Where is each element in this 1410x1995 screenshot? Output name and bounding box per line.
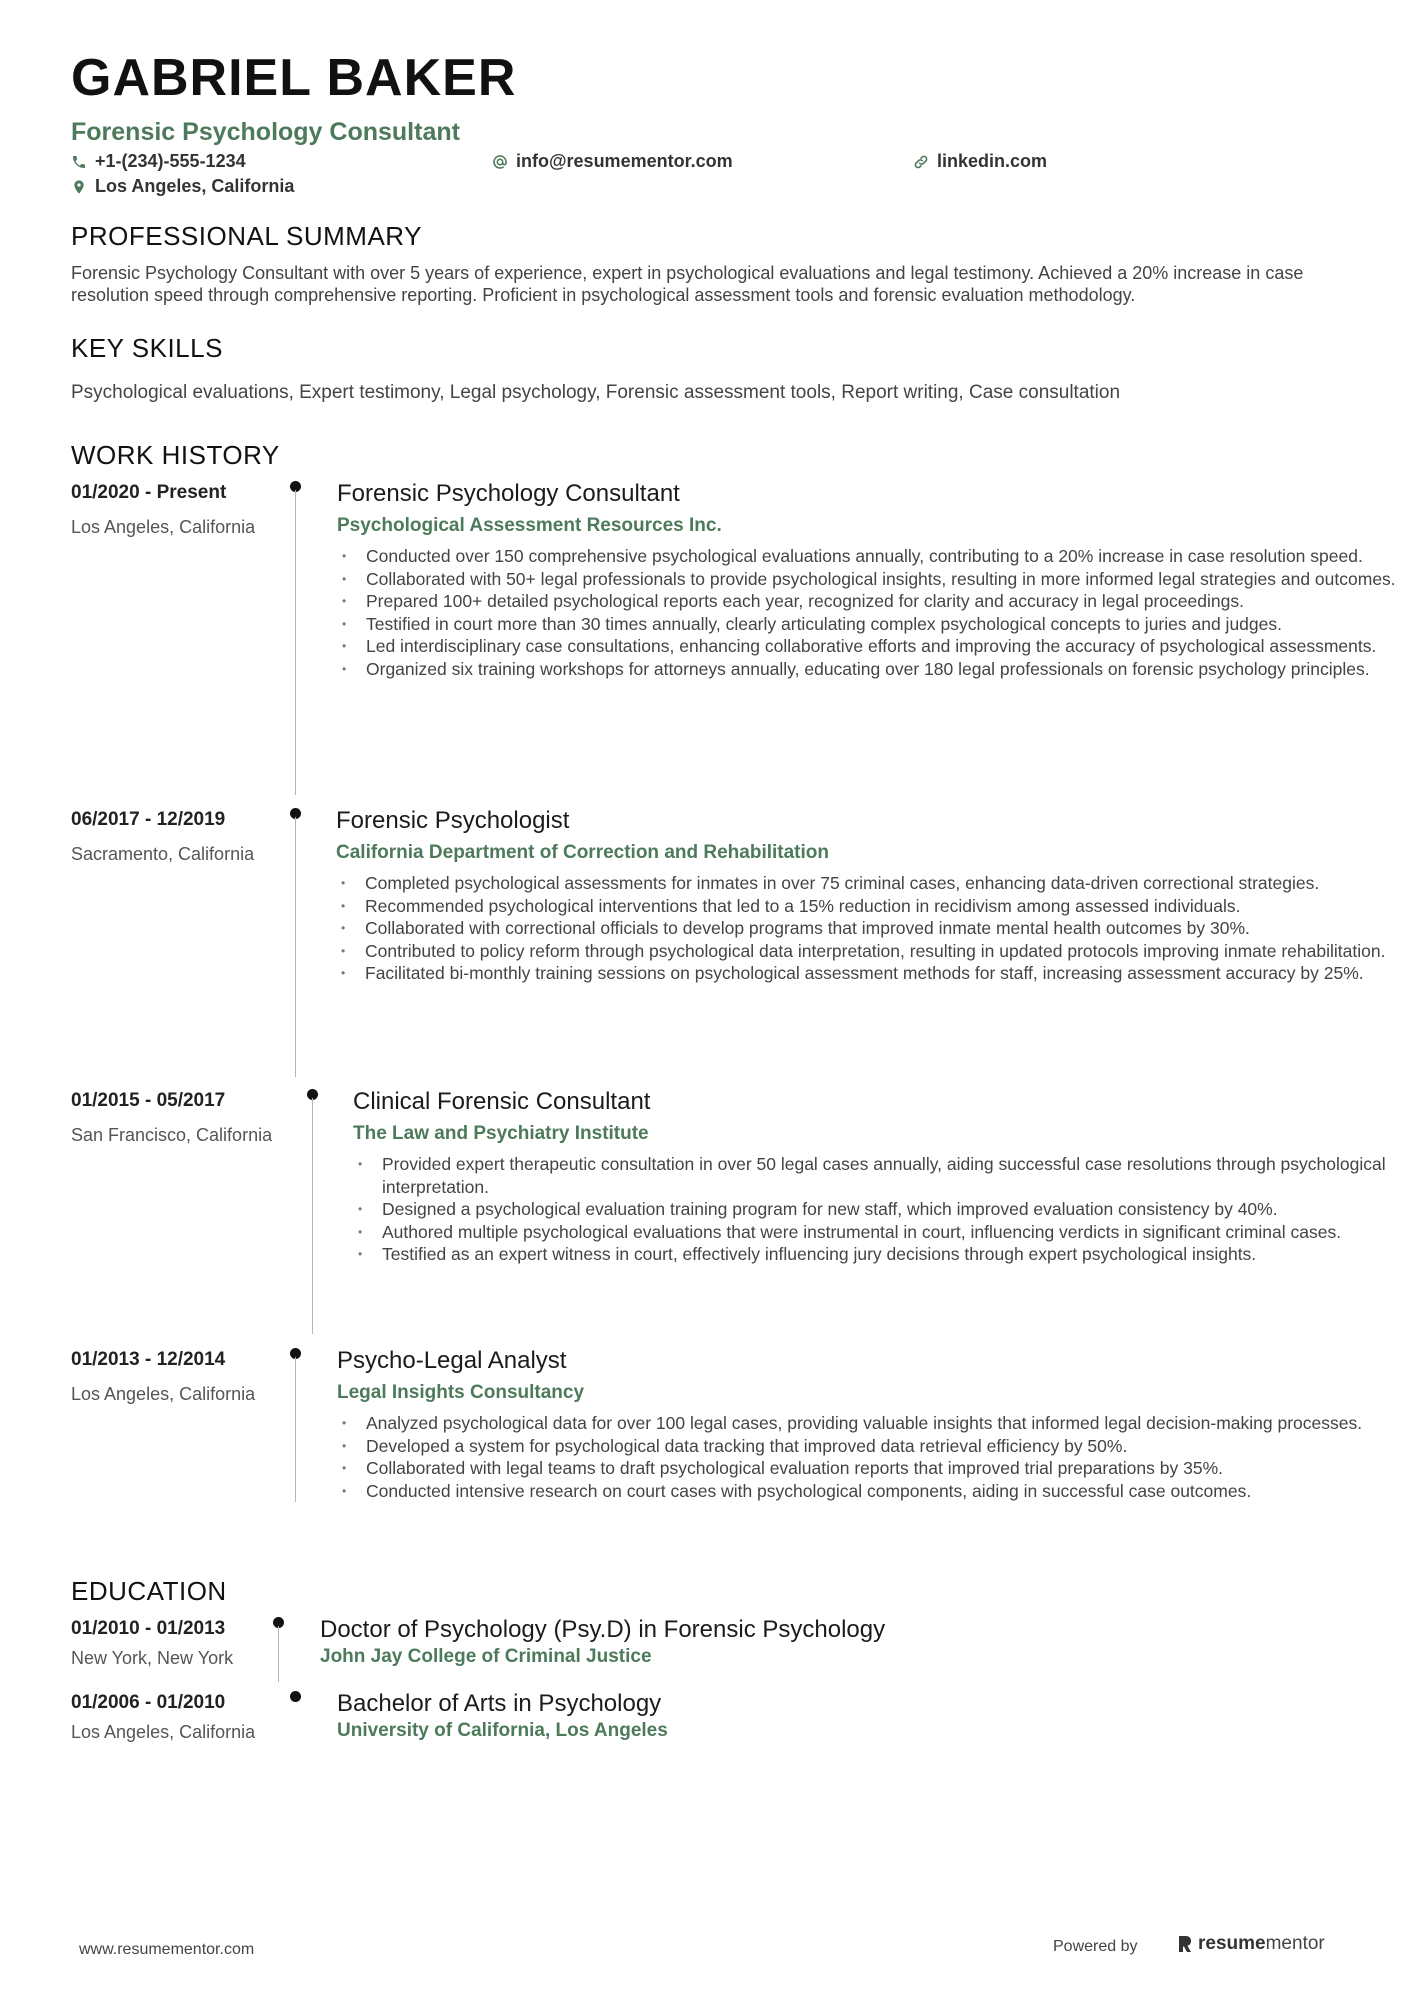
job-title: Forensic Psychology Consultant [337,480,680,507]
job-dates: 01/2013 - 12/2014 [71,1349,226,1370]
footer-brand[interactable] [1177,1933,1325,1955]
bullet-item: • Prepared 100+ detailed psychological reports each year, recognized for clarity and accuracy in legal proceedings. [337,590,1410,613]
footer-powered-by: Powered by [1053,1938,1138,1955]
bullet-item: • Analyzed psychological data for over 100 legal cases, providing valuable insights that informed legal decision-making processes. [337,1412,1410,1435]
bullet-item: • Collaborated with correctional officials to develop programs that improved inmate mental health outcomes by 30%. [336,917,1410,940]
bullet-item: • Led interdisciplinary case consultations, enhancing collaborative efforts and improving the accuracy of psychological assessments. [337,635,1410,658]
education-location: Los Angeles, California [71,1722,256,1742]
candidate-role: Forensic Psychology Consultant [71,118,460,146]
company-name: The Law and Psychiatry Institute [353,1123,649,1144]
degree-title: Doctor of Psychology (Psy.D) in Forensic Psychology [320,1616,886,1643]
bullet-item: • Conducted intensive research on court cases with psychological components, aiding in successful case outcomes. [337,1480,1410,1503]
skills-heading: KEY SKILLS [71,333,223,363]
job-location: Sacramento, California [71,844,255,864]
location-text: Los Angeles, California [95,176,295,196]
contact-email[interactable] [492,151,733,172]
job-title: Clinical Forensic Consultant [353,1088,651,1115]
location-pin-icon [71,179,87,195]
summary-text: Forensic Psychology Consultant with over 5 years of experience, expert in psychological evaluations and legal testimony. Achieved a 20% increase in case resolution speed through comprehensive reporting. Proficient in psychological assessment tools and forensic evaluation methodology. [71,263,1304,305]
school-name: John Jay College of Criminal Justice [320,1646,652,1667]
email-text: info@resumementor.com [516,151,733,171]
bullet-item: • Testified in court more than 30 times annually, clearly articulating complex psychological concepts to juries and judges. [337,613,1410,636]
contact-phone [71,151,246,172]
summary-heading: PROFESSIONAL SUMMARY [71,221,422,251]
timeline-dot [290,1691,301,1702]
bullet-item: • Designed a psychological evaluation training program for new staff, which improved evaluation consistency by 40%. [353,1198,1410,1221]
job-dates: 01/2015 - 05/2017 [71,1090,226,1111]
link-icon [913,154,929,170]
bullet-item: • Conducted over 150 comprehensive psychological evaluations annually, contributing to a 20% increase in case resolution speed. [337,545,1410,568]
bullet-item: • Authored multiple psychological evaluations that were instrumental in court, influencing verdicts in significant criminal cases. [353,1221,1410,1244]
phone-text: +1-(234)-555-1234 [95,151,246,171]
bullet-item: • Collaborated with legal teams to draft psychological evaluation reports that improved trial preparations by 35%. [337,1457,1410,1480]
job-title: Psycho-Legal Analyst [337,1347,567,1374]
job-location: Los Angeles, California [71,1384,256,1404]
resumementor-logo-icon [1177,1934,1193,1954]
company-name: California Department of Correction and Rehabilitation [336,842,829,863]
degree-title: Bachelor of Arts in Psychology [337,1690,662,1717]
brand-bold: resume [1198,1933,1266,1954]
company-name: Psychological Assessment Resources Inc. [337,515,722,536]
bullet-item: • Contributed to policy reform through psychological data interpretation, resulting in updated protocols improving inmate rehabilitation. [336,940,1410,963]
bullet-item: • Testified as an expert witness in court, effectively influencing jury decisions through expert psychological insights. [353,1243,1410,1266]
timeline-line [278,1626,279,1682]
job-location: Los Angeles, California [71,517,256,537]
company-name: Legal Insights Consultancy [337,1382,585,1403]
skills-text: Psychological evaluations, Expert testimony, Legal psychology, Forensic assessment tools, Report writing, Case consultation [71,382,1121,403]
school-name: University of California, Los Angeles [337,1720,668,1741]
bullet-item: • Organized six training workshops for attorneys annually, educating over 180 legal professionals on forensic psychology principles. [337,658,1410,681]
education-heading: EDUCATION [71,1576,227,1606]
job-bullets [336,872,1410,985]
at-icon [492,154,508,170]
job-dates: 01/2020 - Present [71,482,227,503]
job-location: San Francisco, California [71,1125,273,1145]
bullet-item: • Provided expert therapeutic consultation in over 50 legal cases annually, aiding successful case resolutions through psychological interpretation. [353,1153,1410,1198]
education-location: New York, New York [71,1648,234,1668]
job-bullets [337,545,1410,680]
contact-location [71,176,294,197]
education-dates: 01/2006 - 01/2010 [71,1692,226,1713]
timeline-line [295,1357,296,1502]
job-bullets [353,1153,1410,1266]
linkedin-text: linkedin.com [937,151,1048,171]
bullet-item: • Developed a system for psychological data tracking that improved data retrieval efficiency by 50%. [337,1435,1410,1458]
bullet-item: • Facilitated bi-monthly training sessions on psychological assessment methods for staff, increasing assessment accuracy by 25%. [336,962,1410,985]
job-dates: 06/2017 - 12/2019 [71,809,226,830]
bullet-item: • Completed psychological assessments for inmates in over 75 criminal cases, enhancing data-driven correctional strategies. [336,872,1410,895]
timeline-line [295,817,296,1077]
contact-linkedin[interactable] [913,151,1047,172]
job-bullets [337,1412,1410,1502]
candidate-name: GABRIEL BAKER [71,49,517,107]
brand-light: mentor [1265,1933,1325,1954]
timeline-line [295,490,296,795]
work-history-heading: WORK HISTORY [71,440,280,470]
phone-icon [71,154,87,170]
education-dates: 01/2010 - 01/2013 [71,1618,226,1639]
bullet-item: • Recommended psychological interventions that led to a 15% reduction in recidivism among assessed individuals. [336,895,1410,918]
job-title: Forensic Psychologist [336,807,570,834]
timeline-line [312,1098,313,1334]
footer-url[interactable]: www.resumementor.com [79,1941,255,1958]
bullet-item: • Collaborated with 50+ legal professionals to provide psychological insights, resulting in more informed legal strategies and outcomes. [337,568,1410,591]
